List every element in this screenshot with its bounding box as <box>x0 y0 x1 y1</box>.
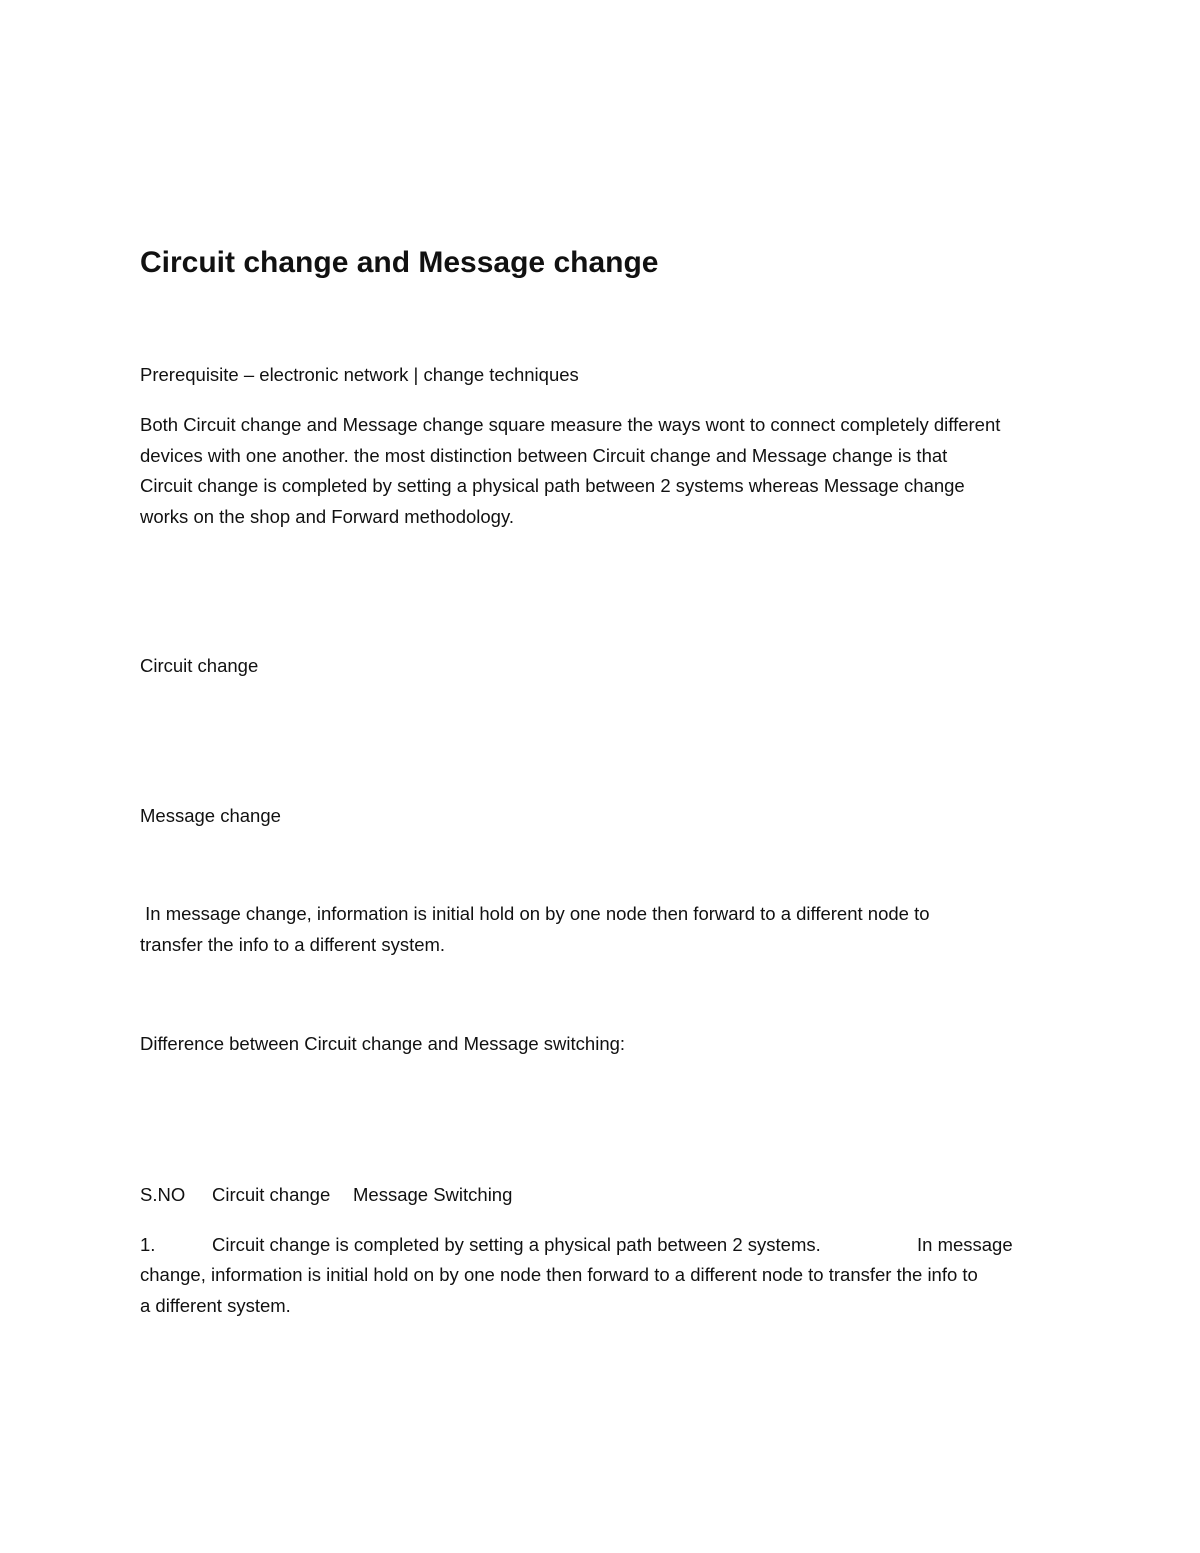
intro-line: devices with one another. the most distinction between Circuit change and Message change is that <box>140 445 948 466</box>
table-header-sno: S.NO <box>140 1184 186 1205</box>
message-change-heading: Message change <box>140 805 281 826</box>
table-header-circuit: Circuit change <box>212 1184 331 1205</box>
table-row-message-cell: In message <box>917 1234 1013 1255</box>
circuit-change-heading: Circuit change <box>140 655 259 676</box>
intro-line: Both Circuit change and Message change square measure the ways wont to connect completely different <box>140 414 1001 435</box>
prerequisite-line: Prerequisite – electronic network | change techniques <box>140 364 579 385</box>
table-row-continuation: change, information is initial hold on by one node then forward to a different node to transfer the info to <box>140 1264 978 1285</box>
message-line: transfer the info to a different system. <box>140 934 446 955</box>
table-row-number: 1. <box>140 1234 156 1255</box>
table-row-continuation: a different system. <box>140 1295 291 1316</box>
table-row-circuit-cell: Circuit change is completed by setting a physical path between 2 systems. <box>212 1234 821 1255</box>
intro-line: Circuit change is completed by setting a physical path between 2 systems whereas Message change <box>140 475 965 496</box>
difference-heading: Difference between Circuit change and Message switching: <box>140 1033 626 1054</box>
document-title: Circuit change and Message change <box>140 246 659 279</box>
intro-line: works on the shop and Forward methodology. <box>140 506 514 527</box>
table-header-message: Message Switching <box>353 1184 513 1205</box>
message-line: In message change, information is initial hold on by one node then forward to a different node to <box>140 903 930 924</box>
